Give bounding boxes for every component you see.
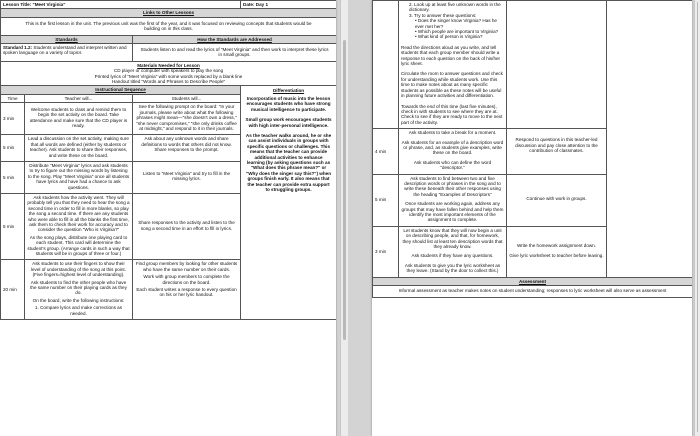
assessment-text: Informal assessment as teacher makes notes on student understanding; responses to lyric worksheet will also serve as assessment [373,286,693,298]
lesson-plan-table-continued [372,0,692,298]
materials-cell [1,61,337,86]
row-time: 20 min [1,260,25,320]
materials-item: Printed lyrics of "Meet Virginia" with some words replaced by a blank line [94,73,243,79]
row-teacher: Lead a discussion on the set activity, making sure that all words are defined (either by students or teacher). Ask students to share their responses, and write these on the board. [25,135,133,162]
lesson-date: Date: Day 1 [241,1,336,9]
col-header-teacher: Teacher will... [25,94,133,102]
row-teacher: Welcome students to class and remind them to begin the set activity on the board. Take attendance and make sure that the CD player is ready. [25,103,133,135]
row-students: Find group members by looking for other students who have the same number on their cards. Work with group members to complete the directions on the board. Each student writes a response to every question on his or her lyric handout. [133,260,241,320]
materials-heading: Materials Needed for Lesson [137,62,200,68]
row-teacher: Ask students to use their fingers to show their level of understanding of the song at this point. (Five fingers=highest level of understanding). Ask students to find the other people who have the same number on their playing cards as they do. On the board, write the following instructions: 1. Compare lyrics and make corrections as needed. [25,260,133,320]
instructional-sequence-heading: Instructional Sequence [1,86,241,94]
row-teacher: 2. Look up at least five unknown words in the dictionary. 3. Try to answer these questions: • Does the singer know Virginia? Has he ever met her? • Which people are important to Virginia? • What kind of person is Virginia? Read the directions aloud as you write, and tell students that each group member should write a response to each question on the back of his/her lyric sheet. Circulate the room to answer questions and check for understanding while students work. Use this time to make notes about as many specific students as possible as these notes will be useful in planning future activities and differentiation. Towards the end of this time (last five minutes), check in with students to see where they are at. Check to see if they are ready to move to the next part of the activity. [399,1,507,129]
standards-heading: Standards [1,35,133,43]
row-students: Respond to questions in this teacher-led discussion and pay close attention to the contribution of classmates. [507,129,607,174]
differentiation-item: As the teacher walks around, he or she can assist individuals in groups with specific questions or challenges. This means that the teacher can provide additional activities to enhance learning (by asking questions such as "What does this phrase mean?" or "Why does the singer say this?") when groups finish early. It also means that the teacher can provide extra support to struggling groups. [245,132,332,192]
row-time: 3 min [373,226,399,277]
page-2-scrollbar[interactable] [694,0,700,436]
materials-item: CD player or computer with speakers to play the song [113,68,224,74]
row-students: Write the homework assignment down. Give lyric worksheet to teacher before leaving. [507,226,607,277]
row-teacher: Distribute "Meet Virginia" lyrics and ask students to try to figure out the missing words by listening to the song. Play "Meet Virginia" once all students have lyrics and have had a chance to ask questions. [25,161,133,193]
table-row [373,1,693,129]
differentiation-cell-continued [607,1,693,278]
lesson-title: Lesson Title: "Meet Virginia" [1,1,241,9]
differentiation-cell [241,86,336,320]
row-teacher: Let students know that they will now begin a unit on describing people, and that, for homework, they should list at least ten description words that they already know. Ask students if they have any questions. Ask students to give you the lyric worksheet as they leave. (Stand by the door to collect this.) [399,226,507,277]
links-heading: Links to Other Lessons [1,9,337,17]
differentiation-heading: Differentiation [272,88,305,94]
col-header-time: Time [1,94,25,102]
row-time: 5 min [1,161,25,193]
row-students [507,1,607,129]
row-students: Continue with work in groups. [507,174,607,226]
document-page-1 [0,0,336,436]
differentiation-item: Incorporation of music into the lesson encourages students who have strong musical intelligence to participate. [246,95,331,112]
row-teacher: Ask students to take a break for a moment. Ask students for an example of a description word or phrase, and, as students give examples, write these on the board. Ask students who can define the word "descriptor." [399,129,507,174]
standard-text: Students understand and interpret written and spoken language on a variety of topics [3,45,127,56]
row-time: 3 min [1,103,25,135]
differentiation-item: Small group work encourages students with high inter-personal intelligence. [245,117,332,128]
row-teacher: Ask students to find between two and five description words or phrases in the song and to write these beneath their other responses using the heading "Examples of Descriptors" Once students are working again, address any groups that may have fallen behind and help them identify the most important elements of the assignment to complete. [399,174,507,226]
standard-label: Standard 1.2: [3,45,33,51]
row-students: Listen to "Meet Virginia" and try to fill in the missing lyrics. [133,161,241,193]
scrollbar-thumb[interactable] [343,40,346,340]
assessment-heading: Assessment [373,277,693,285]
row-students: Share responses to the activity and listen to the song a second time in an effort to fill in lyrics. [133,193,241,259]
standard-cell [1,44,133,62]
row-time [373,1,399,129]
materials-item: Handout titled "Words and Phrases to Describe People" [111,79,226,85]
row-time: 5 min [1,193,25,259]
row-time: 5 min [373,174,399,226]
links-text: This is the first lesson in the unit. The previous unit was the first of the year, and it was focused on reviewing concepts that students would be building on in this class. [1,17,337,35]
row-time: 5 min [1,135,25,162]
row-students: See the following prompt on the board: "In your journals, please write about what the following phrases might mean—"she doesn't own a dress," "she never compromises," "she only drinks coffee at midnight," and respond to it in their journals. [133,103,241,135]
col-header-students: Students will... [133,94,241,102]
row-students: Ask about any unknown words and share definitions to words that others did not know. Share responses to the prompt. [133,135,241,162]
how-addressed-text: Students listen to and read the lyrics of "Meet Virginia" and then work to interpret these lyrics in small groups. [133,44,337,62]
row-time: 4 min [373,129,399,174]
page-1-scrollbar[interactable] [340,0,348,436]
lesson-plan-table [0,0,336,320]
scrollbar-thumb[interactable] [697,2,698,432]
row-teacher: Ask students how the activity went. They will probably tell you that they need to hear the song a second time in order to fill in more blanks, so play the song a second time. If there are any students who were able to fill in all the blanks the first time, ask them to check their work for accuracy and to consider the question "Who is Virginia?" As the song plays, distribute one playing card to each student. This card will determine the student's group. (Arrange cards in such a way that students will be in groups of three or four.) [25,193,133,259]
how-addressed-heading: How the Standards are Addressed [133,35,337,43]
document-page-2 [372,0,692,436]
